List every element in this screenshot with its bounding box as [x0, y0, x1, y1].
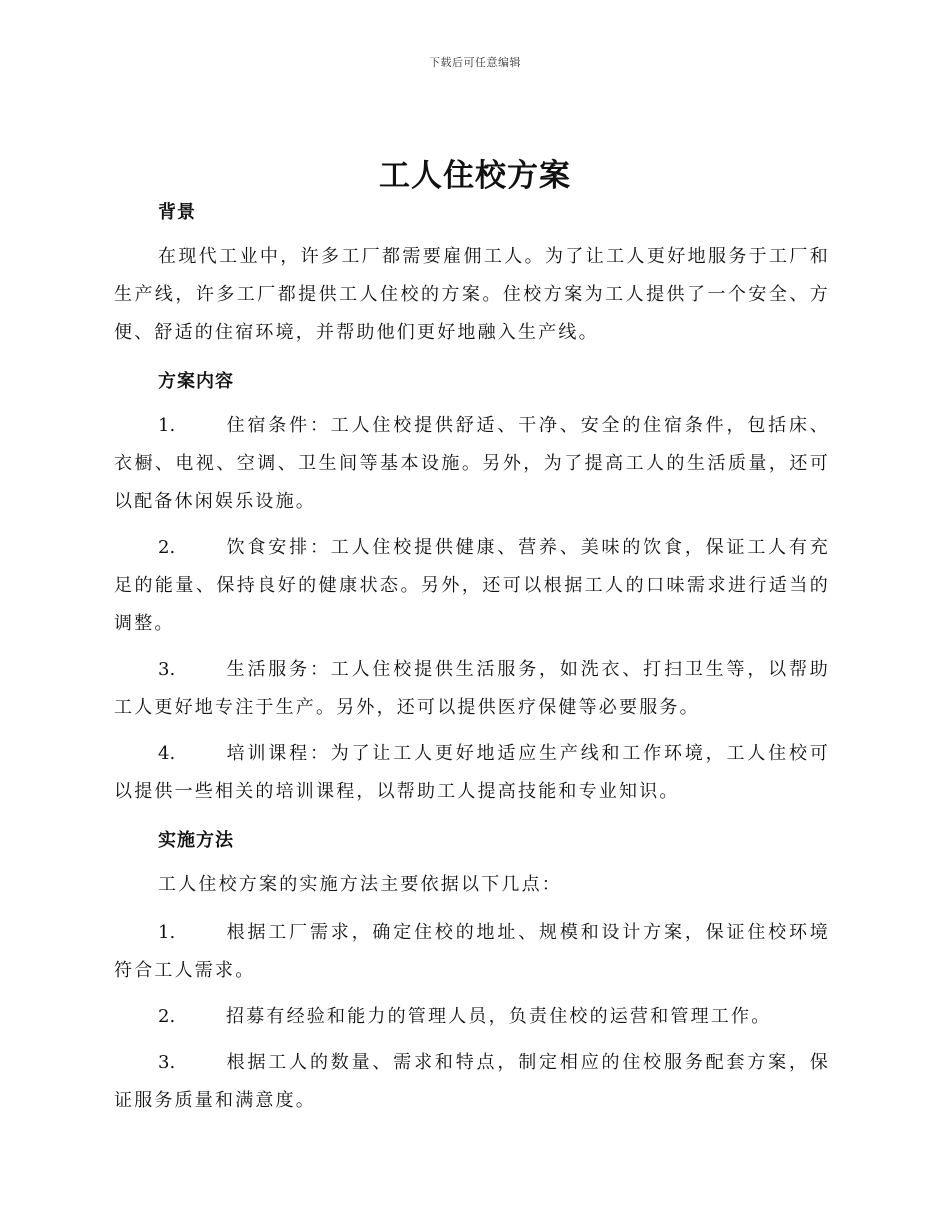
list-item-text: 招募有经验和能力的管理人员，负责住校的运营和管理工作。 [226, 1006, 772, 1027]
heading-implementation: 实施方法 [158, 830, 234, 851]
list-item-text: 根据工厂需求，确定住校的地址、规模和设计方案，保证住校环境符合工人需求。 [114, 922, 830, 981]
plan-item-3 [114, 651, 830, 727]
list-number: 4. [158, 743, 176, 764]
list-item-text: 根据工人的数量、需求和特点，制定相应的住校服务配套方案，保证服务质量和满意度。 [114, 1052, 830, 1111]
list-item-text: 住宿条件：工人住校提供舒适、干净、安全的住宿条件，包括床、衣橱、电视、空调、卫生间等基本设施。另外，为了提高工人的生活质量，还可以配备休闲娱乐设施。 [114, 415, 830, 512]
plan-item-1 [114, 407, 830, 521]
implementation-item-2 [114, 998, 830, 1036]
page-header-note: 下载后可任意编辑 [429, 56, 521, 69]
implementation-item-1 [114, 914, 830, 990]
list-item-text: 饮食安排：工人住校提供健康、营养、美味的饮食，保证工人有充足的能量、保持良好的健康状态。另外，还可以根据工人的口味需求进行适当的调整。 [114, 537, 830, 634]
list-number: 2. [158, 537, 176, 558]
background-paragraph: 在现代工业中，许多工厂都需要雇佣工人。为了让工人更好地服务于工厂和生产线，许多工厂都提供工人住校的方案。住校方案为工人提供了一个安全、方便、舒适的住宿环境，并帮助他们更好地融入生产线。 [114, 246, 830, 343]
implementation-intro: 工人住校方案的实施方法主要依据以下几点： [158, 874, 562, 895]
list-number: 3. [158, 1052, 176, 1073]
list-item-text: 生活服务：工人住校提供生活服务，如洗衣、打扫卫生等，以帮助工人更好地专注于生产。另外，还可以提供医疗保健等必要服务。 [114, 659, 830, 718]
plan-item-4 [114, 735, 830, 811]
list-item-text: 培训课程：为了让工人更好地适应生产线和工作环境，工人住校可以提供一些相关的培训课程，以帮助工人提高技能和专业知识。 [114, 743, 830, 802]
list-number: 2. [158, 1006, 176, 1027]
list-number: 1. [158, 922, 176, 943]
heading-background: 背景 [158, 202, 196, 223]
list-number: 1. [158, 415, 176, 436]
document-title: 工人住校方案 [379, 158, 571, 194]
implementation-item-3 [114, 1044, 830, 1120]
heading-plan-content: 方案内容 [158, 371, 234, 392]
list-number: 3. [158, 659, 176, 680]
plan-item-2 [114, 529, 830, 643]
